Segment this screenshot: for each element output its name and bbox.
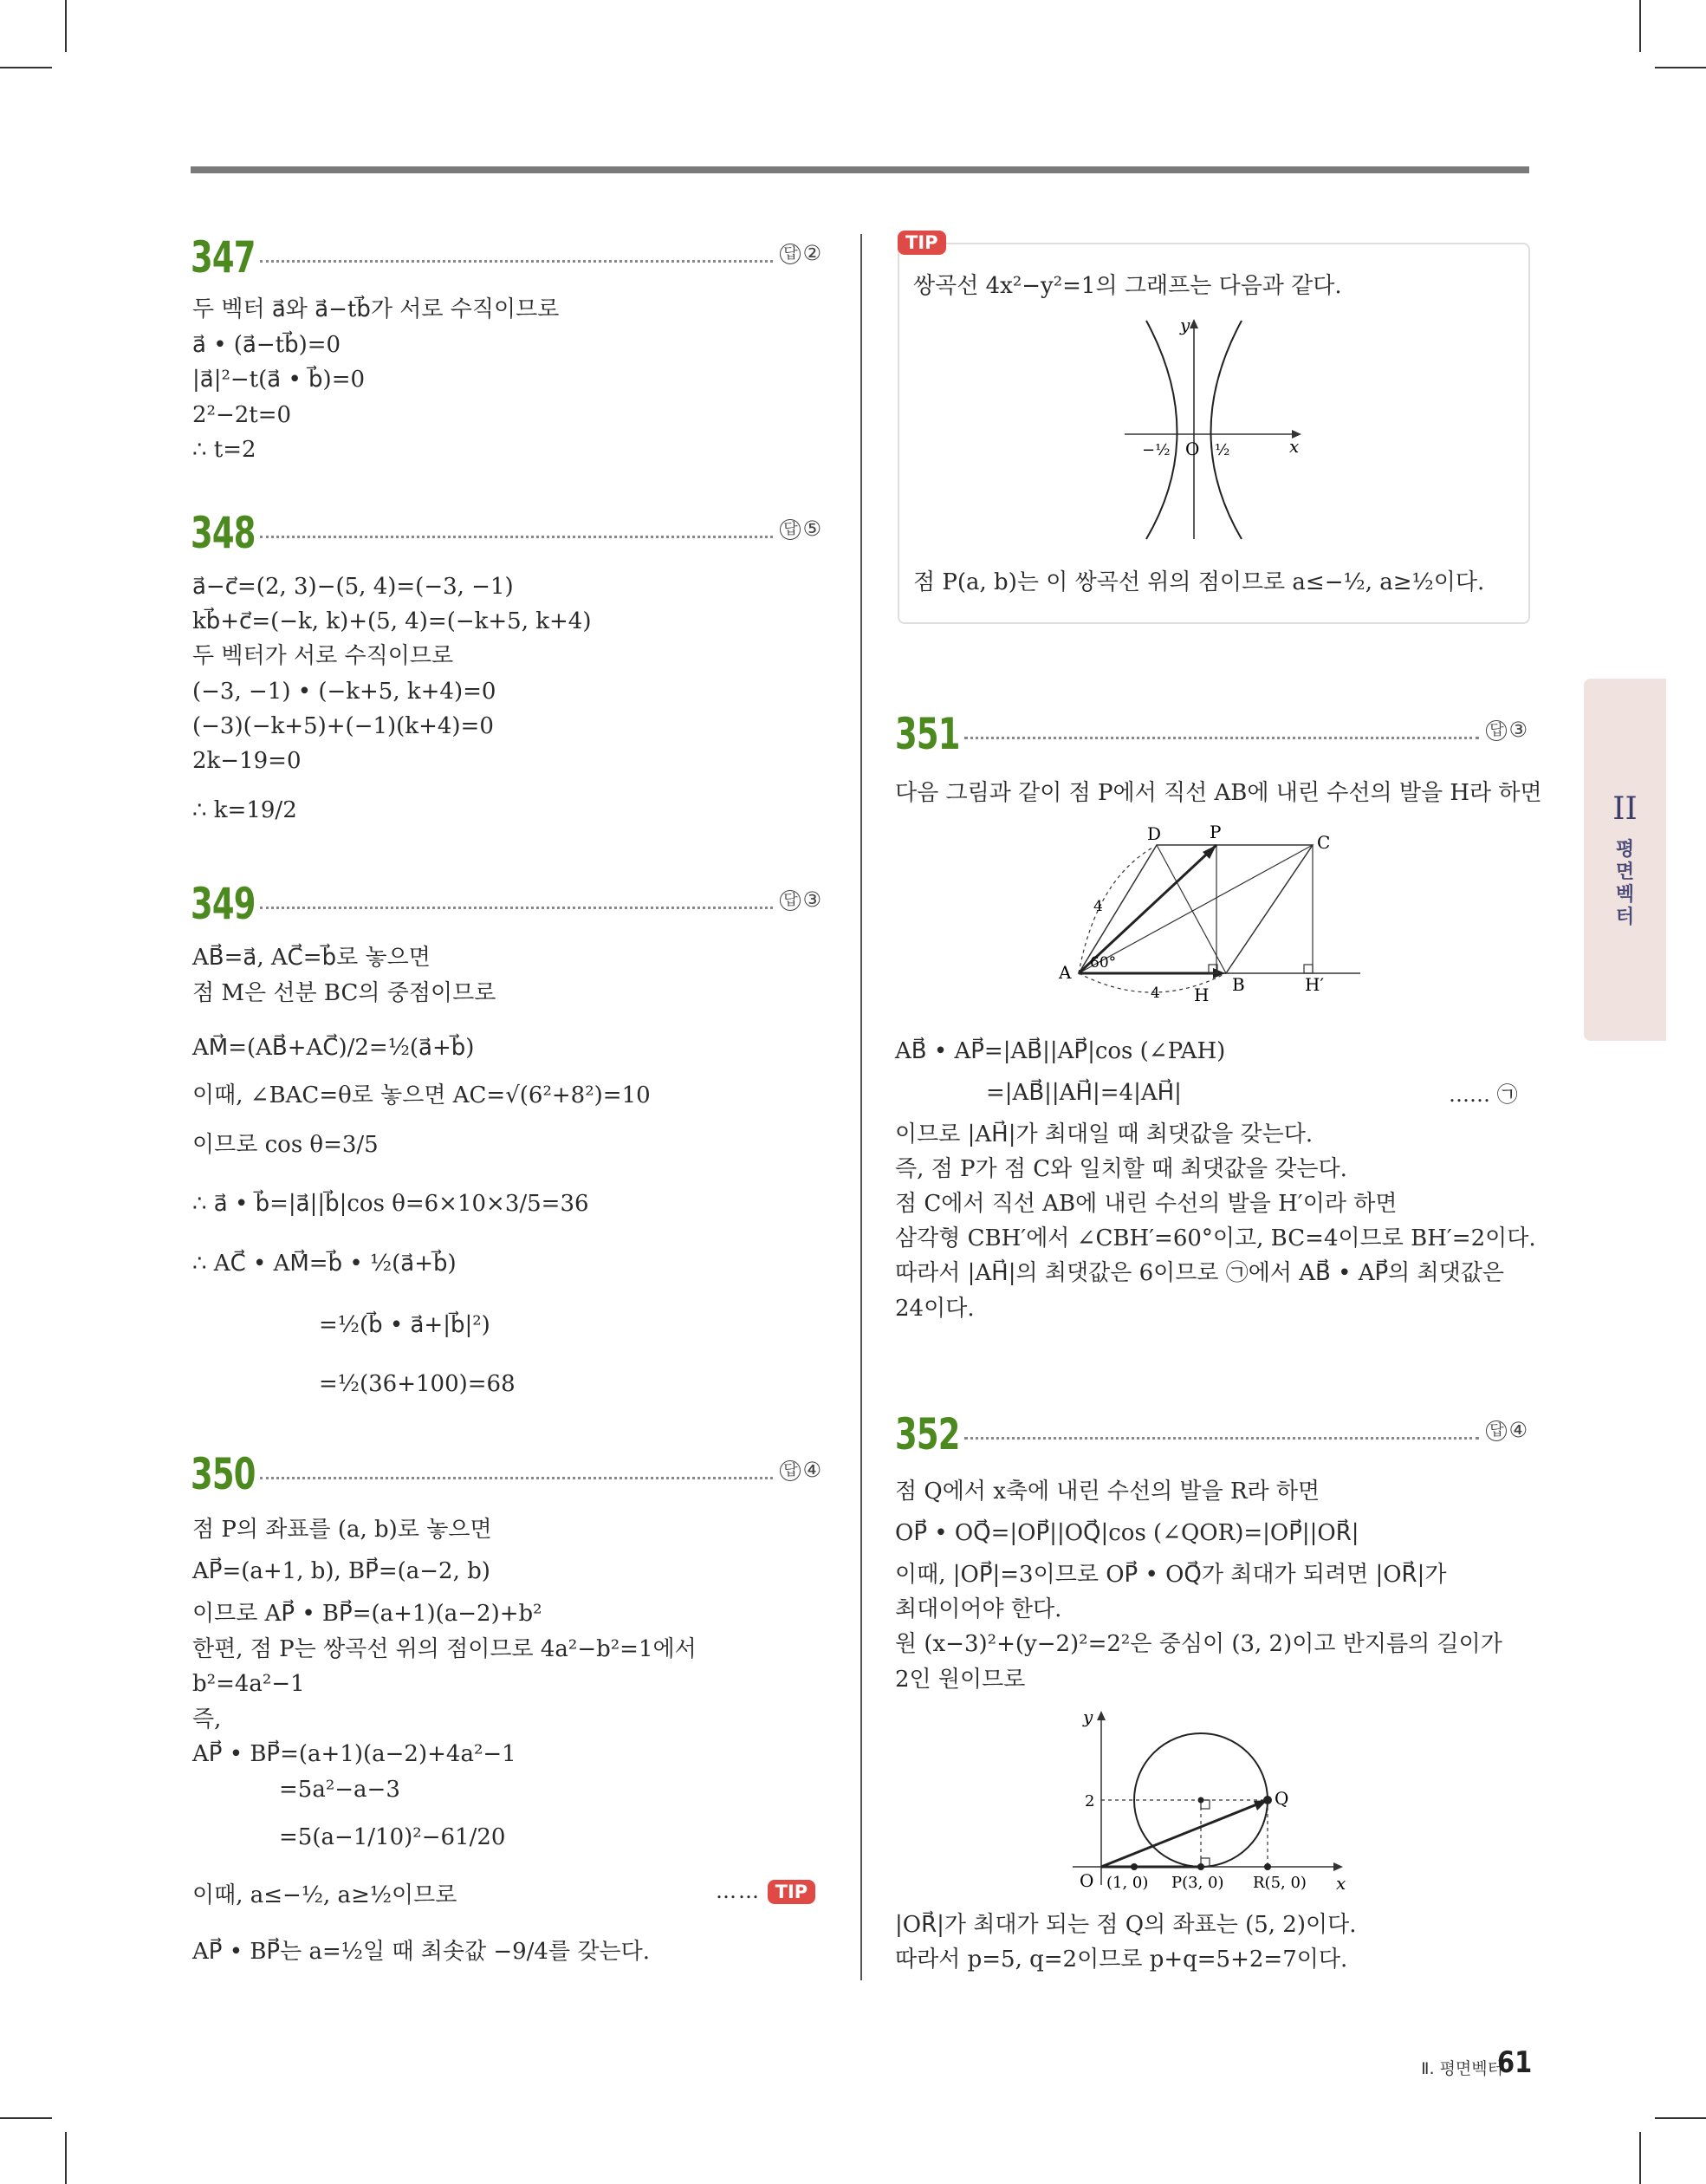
solution-line: 두 벡터 a⃗와 a⃗−tb⃗가 서로 수직이므로 bbox=[192, 296, 560, 322]
label-D: D bbox=[1147, 823, 1162, 844]
solution-line: 점 M은 선분 BC의 중점이므로 bbox=[192, 980, 496, 1006]
point-label: (1, 0) bbox=[1106, 1874, 1149, 1892]
solution-line: AM⃗=(AB⃗+AC⃗)/2=½(a⃗+b⃗) bbox=[192, 1035, 475, 1061]
leader-dots bbox=[260, 536, 773, 538]
solution-line: ∴ t=2 bbox=[192, 437, 256, 463]
solution-line: 이므로 |AH⃗|가 최대일 때 최댓값을 갖는다. bbox=[895, 1121, 1314, 1147]
solution-line: 2k−19=0 bbox=[192, 748, 302, 774]
y-axis-label: y bbox=[1083, 1707, 1093, 1727]
leader-dots bbox=[260, 907, 773, 909]
side-label-AD: 4 bbox=[1093, 898, 1103, 915]
solution-line: 이때, ∠BAC=θ로 놓으면 AC=√(6²+8²)=10 bbox=[192, 1082, 651, 1108]
hyperbola-graph bbox=[1118, 312, 1317, 546]
solution-line: AB⃗ • AP⃗=|AB⃗||AP⃗|cos (∠PAH) bbox=[895, 1038, 1226, 1064]
problem-349-header bbox=[191, 879, 821, 931]
y-axis-label: y bbox=[1180, 315, 1190, 335]
answer-mark: 답 ③ bbox=[780, 887, 821, 912]
problem-347-header bbox=[191, 232, 821, 284]
leader-dots bbox=[964, 1437, 1479, 1440]
right-vertex-label: ½ bbox=[1215, 441, 1230, 459]
point-P-label: P(3, 0) bbox=[1171, 1874, 1224, 1892]
problem-351-header bbox=[895, 709, 1528, 761]
column-divider bbox=[860, 234, 862, 1980]
solution-line: 이때, |OP⃗|=3이므로 OP⃗ • OQ⃗가 최대가 되려면 |OR⃗|가 bbox=[895, 1562, 1447, 1588]
tip-reference[interactable]: …… TIP bbox=[716, 1879, 815, 1904]
chapter-label bbox=[1584, 839, 1666, 929]
solution-line: =5(a−1/10)²−61/20 bbox=[279, 1824, 506, 1850]
problem-352-header bbox=[895, 1409, 1528, 1461]
solution-line: 최대이어야 한다. bbox=[895, 1596, 1062, 1622]
answer-mark: 답 ④ bbox=[780, 1458, 821, 1482]
problem-number: 347 bbox=[191, 232, 256, 283]
solution-line: 점 P의 좌표를 (a, b)로 놓으면 bbox=[192, 1517, 492, 1543]
crop-mark bbox=[65, 2132, 67, 2184]
problem-351-intro: 다음 그림과 같이 점 P에서 직선 AB에 내린 수선의 발을 H라 하면 bbox=[895, 780, 1542, 806]
solution-line: 점 Q에서 x축에 내린 수선의 발을 R라 하면 bbox=[895, 1479, 1320, 1505]
problem-number: 352 bbox=[895, 1409, 960, 1459]
solution-line: b²=4a²−1 bbox=[192, 1671, 305, 1697]
solution-line: 2인 원이므로 bbox=[895, 1667, 1026, 1693]
chapter-label-char: 면 bbox=[1615, 861, 1635, 883]
problem-number: 350 bbox=[191, 1449, 256, 1499]
label-Q: Q bbox=[1275, 1788, 1289, 1809]
origin-label: O bbox=[1185, 439, 1200, 459]
angle-label: 60° bbox=[1090, 954, 1117, 972]
solution-line: 이므로 cos θ=3/5 bbox=[192, 1132, 379, 1158]
label-H: H bbox=[1194, 985, 1210, 1005]
solution-line: OP⃗ • OQ⃗=|OP⃗||OQ⃗|cos (∠QOR)=|OP⃗||OR⃗| bbox=[895, 1520, 1359, 1546]
solution-line: =½(b⃗ • a⃗+|b⃗|²) bbox=[319, 1312, 490, 1338]
solution-line: AP⃗ • BP⃗는 a=½일 때 최솟값 −9/4를 갖는다. bbox=[192, 1939, 650, 1965]
solution-line: AP⃗=(a+1, b), BP⃗=(a−2, b) bbox=[192, 1558, 490, 1584]
chapter-side-tab bbox=[1584, 679, 1666, 1041]
solution-line: 원 (x−3)²+(y−2)²=2²은 중심이 (3, 2)이고 반지름의 길이가 bbox=[895, 1631, 1502, 1657]
answer-mark: 답 ⑤ bbox=[780, 517, 821, 541]
tip-conclusion: 점 P(a, b)는 이 쌍곡선 위의 점이므로 a≤−½, a≥½이다. bbox=[913, 569, 1485, 595]
solution-line: 24이다. bbox=[895, 1296, 975, 1322]
problem-348-header bbox=[191, 508, 821, 560]
solution-line: a⃗ • (a⃗−tb⃗)=0 bbox=[192, 332, 341, 358]
solution-line: 두 벡터가 서로 수직이므로 bbox=[192, 643, 454, 669]
solution-line: AB⃗=a⃗, AC⃗=b⃗로 놓으면 bbox=[192, 945, 431, 971]
chapter-label-char: 벡 bbox=[1615, 884, 1635, 906]
solution-line: AP⃗ • BP⃗=(a+1)(a−2)+4a²−1 bbox=[192, 1741, 516, 1767]
side-label-AB: 4 bbox=[1151, 985, 1160, 1002]
x-axis-label: x bbox=[1336, 1873, 1346, 1894]
crop-mark bbox=[65, 0, 67, 52]
solution-line: =|AB⃗||AH⃗|=4|AH⃗| bbox=[986, 1080, 1182, 1106]
origin-label: O bbox=[1080, 1870, 1094, 1891]
solution-line: ∴ AC⃗ • AM⃗=b⃗ • ½(a⃗+b⃗) bbox=[192, 1251, 457, 1277]
page-number: 61 bbox=[1497, 2045, 1533, 2080]
chapter-label-char: 터 bbox=[1615, 907, 1635, 928]
tip-intro: 쌍곡선 4x²−y²=1의 그래프는 다음과 같다. bbox=[913, 273, 1342, 299]
solution-line: |OR⃗|가 최대가 되는 점 Q의 좌표는 (5, 2)이다. bbox=[895, 1912, 1357, 1938]
answer-mark: 답 ③ bbox=[1486, 718, 1528, 742]
leader-dots bbox=[964, 737, 1479, 739]
problem-number: 349 bbox=[191, 879, 256, 929]
leader-dots bbox=[260, 1477, 773, 1479]
chapter-roman-numeral: II bbox=[1612, 791, 1638, 827]
header-rule bbox=[191, 166, 1529, 173]
solution-line: 삼각형 CBH′에서 ∠CBH′=60°이고, BC=4이므로 BH′=2이다. bbox=[895, 1225, 1536, 1251]
answer-mark: 답 ② bbox=[780, 241, 821, 265]
chapter-label-char: 평 bbox=[1615, 839, 1635, 861]
solution-line: =5a²−a−3 bbox=[279, 1777, 400, 1803]
problem-350-header bbox=[191, 1449, 821, 1501]
solution-line: 즉, 점 P가 점 C와 일치할 때 최댓값을 갖는다. bbox=[895, 1156, 1347, 1182]
crop-mark bbox=[0, 67, 52, 68]
crop-mark bbox=[1655, 67, 1706, 68]
equation-marker: …… ㉠ bbox=[1449, 1082, 1518, 1107]
label-B: B bbox=[1232, 974, 1245, 995]
solution-line: ∴ k=19/2 bbox=[192, 797, 297, 823]
solution-line: 즉, bbox=[192, 1706, 222, 1732]
y-tick-2: 2 bbox=[1085, 1792, 1095, 1810]
crop-mark bbox=[1639, 2132, 1641, 2184]
solution-line: 점 C에서 직선 AB에 내린 수선의 발을 H′이라 하면 bbox=[895, 1191, 1398, 1217]
solution-line: a⃗−c⃗=(2, 3)−(5, 4)=(−3, −1) bbox=[192, 574, 514, 600]
point-R-label: R(5, 0) bbox=[1253, 1874, 1307, 1892]
solution-line: 이므로 AP⃗ • BP⃗=(a+1)(a−2)+b² bbox=[192, 1601, 542, 1627]
solution-line: 따라서 |AH⃗|의 최댓값은 6이므로 ㉠에서 AB⃗ • AP⃗의 최댓값은 bbox=[895, 1260, 1504, 1286]
tip-badge: TIP bbox=[768, 1880, 816, 1904]
problem-number: 351 bbox=[895, 709, 960, 759]
solution-line: |a⃗|²−t(a⃗ • b⃗)=0 bbox=[192, 367, 366, 393]
label-A: A bbox=[1059, 962, 1072, 983]
solution-line: 이때, a≤−½, a≥½이므로 bbox=[192, 1882, 457, 1908]
label-H-prime: H′ bbox=[1305, 974, 1324, 995]
answer-mark: 답 ④ bbox=[1486, 1418, 1528, 1442]
problem-number: 348 bbox=[191, 508, 256, 558]
solution-line: 2²−2t=0 bbox=[192, 402, 292, 428]
crop-mark bbox=[1655, 2117, 1706, 2119]
left-vertex-label: −½ bbox=[1142, 441, 1171, 459]
solution-line: (−3)(−k+5)+(−1)(k+4)=0 bbox=[192, 713, 494, 739]
solution-line: kb⃗+c⃗=(−k, k)+(5, 4)=(−k+5, k+4) bbox=[192, 608, 592, 634]
circle-figure bbox=[1064, 1707, 1359, 1898]
parallelogram-figure bbox=[1048, 819, 1369, 1014]
x-axis-label: x bbox=[1289, 436, 1300, 457]
solution-line: =½(36+100)=68 bbox=[319, 1371, 516, 1397]
tip-box-badge: TIP bbox=[898, 231, 946, 255]
solution-line: (−3, −1) • (−k+5, k+4)=0 bbox=[192, 679, 496, 705]
crop-mark bbox=[0, 2117, 52, 2119]
solution-line: 따라서 p=5, q=2이므로 p+q=5+2=7이다. bbox=[895, 1947, 1348, 1973]
label-C: C bbox=[1317, 832, 1331, 853]
footer-section: Ⅱ. 평면벡터 bbox=[1421, 2059, 1503, 2078]
label-P: P bbox=[1210, 822, 1222, 842]
crop-mark bbox=[1639, 0, 1641, 52]
leader-dots bbox=[260, 260, 773, 263]
solution-line: ∴ a⃗ • b⃗=|a⃗||b⃗|cos θ=6×10×3/5=36 bbox=[192, 1191, 589, 1217]
solution-line: 한편, 점 P는 쌍곡선 위의 점이므로 4a²−b²=1에서 bbox=[192, 1636, 697, 1662]
